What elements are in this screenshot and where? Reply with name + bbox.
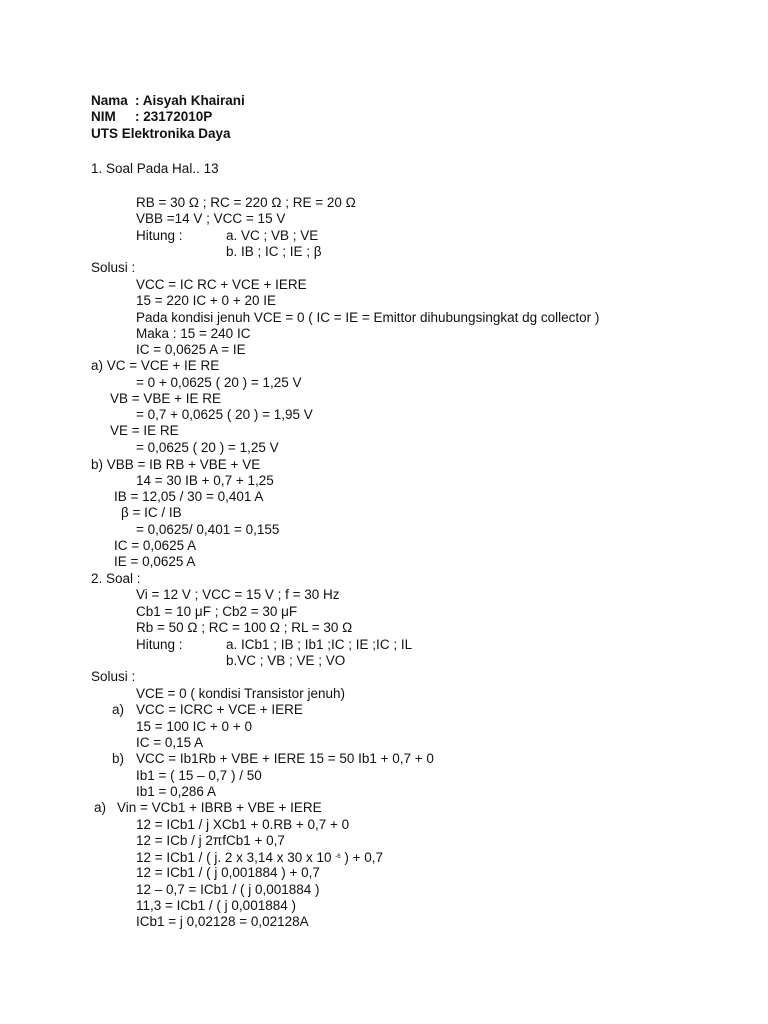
equation-text: ) + 0,7 <box>340 850 384 865</box>
soal1-part-a-line: a) VC = VCE + IE RE <box>91 358 220 373</box>
soal1-hitung-label: Hitung : <box>136 228 183 243</box>
soal2-hitung-b: b.VC ; VB ; VE ; VO <box>226 653 346 668</box>
soal1-solution-line: Pada kondisi jenuh VCE = 0 ( IC = IE = Emittor dihubungsingkat dg collector ) <box>136 310 600 325</box>
soal1-solution-line: 15 = 220 IC + 0 + 20 IE <box>136 293 276 308</box>
soal1-part-b-line: IB = 12,05 / 30 = 0,401 A <box>114 489 264 504</box>
soal1-part-b-line: β = IC / IB <box>121 505 182 520</box>
soal2-solution-line: VCE = 0 ( kondisi Transistor jenuh) <box>136 686 345 701</box>
soal2-hitung-a: a. ICb1 ; IB ; Ib1 ;IC ; IE ;IC ; IL <box>226 637 413 652</box>
soal1-part-a-line: = 0,0625 ( 20 ) = 1,25 V <box>136 440 279 455</box>
soal2-given-2: Cb1 = 10 μF ; Cb2 = 30 μF <box>136 604 298 619</box>
soal1-part-b-line: b) VBB = IB RB + VBE + VE <box>91 457 261 472</box>
soal2-part-a-marker: a) <box>112 702 125 717</box>
soal2-solusi-label: Solusi : <box>91 669 136 684</box>
nim-value: : 23172010P <box>135 109 213 124</box>
nim-label: NIM <box>91 109 116 124</box>
soal2-part-b-line: Ib1 = 0,286 A <box>136 784 216 799</box>
soal1-given-1: RB = 30 Ω ; RC = 220 Ω ; RE = 20 Ω <box>136 195 356 210</box>
soal1-solution-line: VCC = IC RC + VCE + IERE <box>136 277 307 292</box>
soal2-part-c-line: 12 = ICb1 / j XCb1 + 0.RB + 0,7 + 0 <box>136 817 350 832</box>
soal1-part-b-line: IE = 0,0625 A <box>114 554 196 569</box>
soal1-solution-line: Maka : 15 = 240 IC <box>136 326 251 341</box>
equation-text: 12 = ICb1 / ( j. 2 x 3,14 x 30 x 10 <box>136 850 332 865</box>
soal2-given-1: Vi = 12 V ; VCC = 15 V ; f = 30 Hz <box>136 587 340 602</box>
soal1-part-a-line: VB = VBE + IE RE <box>110 391 222 406</box>
soal2-part-c-marker: a) <box>94 800 107 815</box>
document-title: UTS Elektronika Daya <box>91 126 231 141</box>
soal1-part-b-line: IC = 0,0625 A <box>114 538 197 553</box>
soal2-part-c-line: Vin = VCb1 + IBRB + VBE + IERE <box>117 800 322 815</box>
soal1-hitung-a: a. VC ; VB ; VE <box>226 228 319 243</box>
soal2-part-a-line: IC = 0,15 A <box>136 735 204 750</box>
soal2-hitung-label: Hitung : <box>136 637 183 652</box>
soal1-solusi-label: Solusi : <box>91 260 136 275</box>
soal1-solution-line: IC = 0,0625 A = IE <box>136 342 246 357</box>
soal1-hitung-b: b. IB ; IC ; IE ; β <box>226 244 322 259</box>
nama-value: : Aisyah Khairani <box>135 93 245 108</box>
exponent: -6 <box>335 854 341 860</box>
soal2-part-a-line: 15 = 100 IC + 0 + 0 <box>136 719 252 734</box>
soal1-part-a-line: VE = IE RE <box>110 423 179 438</box>
soal2-part-c-line: 11,3 = ICb1 / ( j 0,001884 ) <box>136 898 296 913</box>
soal1-part-a-line: = 0 + 0,0625 ( 20 ) = 1,25 V <box>136 375 302 390</box>
soal2-part-c-line: 12 – 0,7 = ICb1 / ( j 0,001884 ) <box>136 882 320 897</box>
soal2-part-b-line: VCC = Ib1Rb + VBE + IERE 15 = 50 Ib1 + 0,7 + 0 <box>136 751 434 766</box>
soal1-part-a-line: = 0,7 + 0,0625 ( 20 ) = 1,95 V <box>136 407 313 422</box>
soal2-part-c-line: ICb1 = j 0,02128 = 0,02128A <box>136 914 309 929</box>
nama-label: Nama <box>91 93 128 108</box>
soal2-part-b-line: Ib1 = ( 15 – 0,7 ) / 50 <box>136 768 262 783</box>
soal1-heading: 1. Soal Pada Hal.. 13 <box>91 161 219 176</box>
soal2-part-a-line: VCC = ICRC + VCE + IERE <box>136 702 303 717</box>
soal2-part-c-line: 12 = ICb / j 2πfCb1 + 0,7 <box>136 833 285 848</box>
soal2-given-3: Rb = 50 Ω ; RC = 100 Ω ; RL = 30 Ω <box>136 620 353 635</box>
soal2-part-c-line: 12 = ICb1 / ( j 0,001884 ) + 0,7 <box>136 865 320 880</box>
soal2-part-c-line <box>136 849 383 866</box>
soal2-part-b-marker: b) <box>112 751 125 766</box>
soal2-heading: 2. Soal : <box>91 571 141 586</box>
soal1-given-2: VBB =14 V ; VCC = 15 V <box>136 211 286 226</box>
soal1-part-b-line: = 0,0625/ 0,401 = 0,155 <box>136 522 280 537</box>
soal1-part-b-line: 14 = 30 IB + 0,7 + 1,25 <box>136 473 274 488</box>
